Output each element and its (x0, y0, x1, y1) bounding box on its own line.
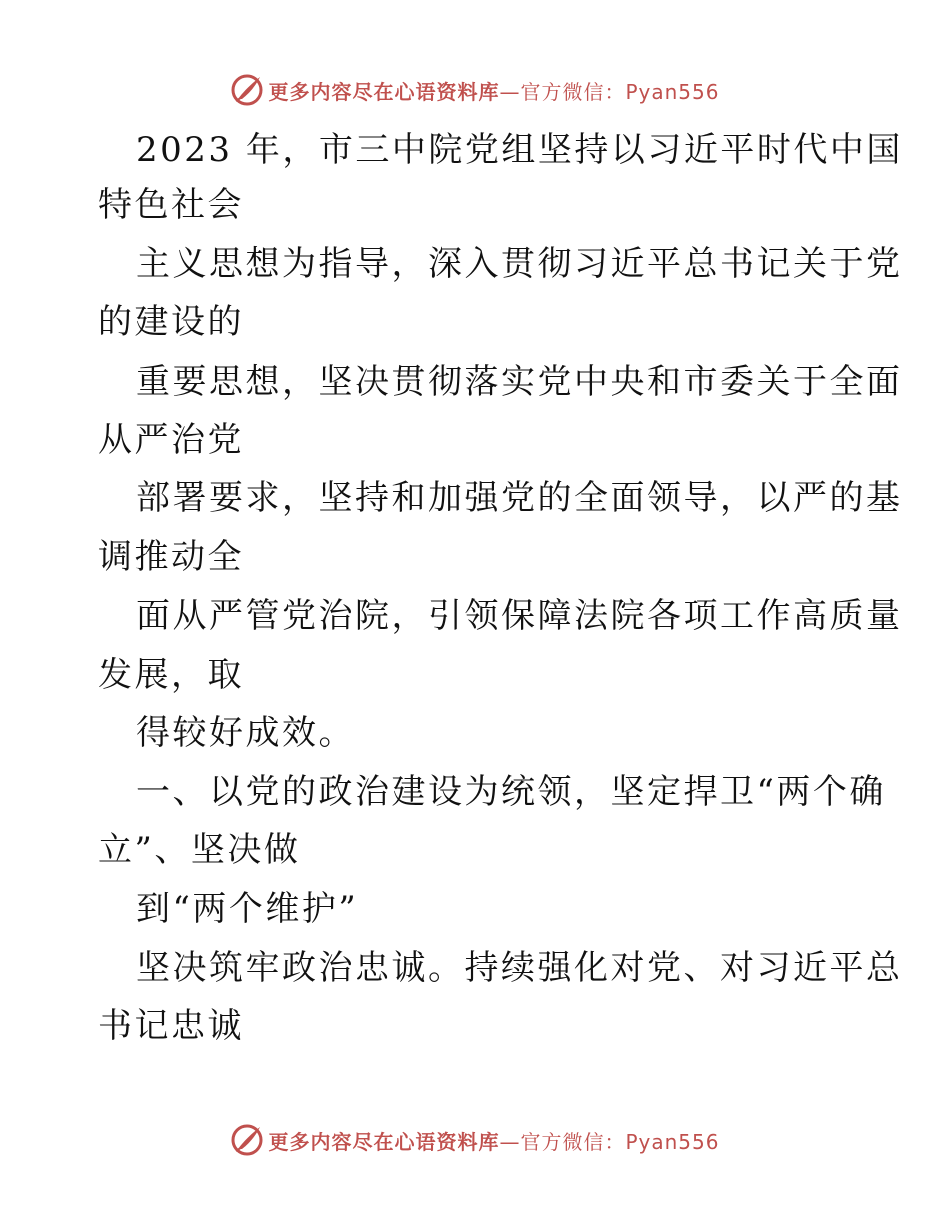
footer-banner-text: 更多内容尽在心语资料库—官方微信：Pyan556 (268, 1129, 720, 1154)
body-line: 重要思想，坚决贯彻落实党中央和市委关于全面 (136, 362, 903, 402)
body-line: 特色社会 (98, 185, 244, 225)
body-line: 立”、坚决做 (98, 830, 301, 870)
body-line: 从严治党 (98, 420, 244, 460)
body-line: 发展，取 (98, 655, 244, 695)
quill-logo-icon (230, 1123, 264, 1157)
header-banner-text: 更多内容尽在心语资料库—官方微信：Pyan556 (268, 79, 720, 104)
header-watermark-banner (0, 70, 950, 110)
body-line: 调推动全 (98, 537, 244, 577)
body-line: 的建设的 (98, 302, 244, 342)
footer-watermark-banner (0, 1120, 950, 1160)
body-line: 到“两个维护” (136, 889, 359, 929)
body-line: 面从严管党治院，引领保障法院各项工作高质量 (136, 596, 903, 636)
body-line: 坚决筑牢政治忠诚。持续强化对党、对习近平总 (136, 948, 903, 988)
body-line: 书记忠诚 (98, 1006, 244, 1046)
header-banner-suffix: —官方微信：Pyan556 (499, 79, 720, 104)
quill-logo-icon (230, 73, 264, 107)
body-line: 一、以党的政治建设为统领，坚定捍卫“两个确 (136, 772, 886, 812)
body-line: 得较好成效。 (136, 713, 355, 753)
body-line: 主义思想为指导，深入贯彻习近平总书记关于党 (136, 244, 903, 284)
body-line: 2023 年，市三中院党组坚持以习近平时代中国 (136, 130, 903, 170)
footer-banner-suffix: —官方微信：Pyan556 (499, 1129, 720, 1154)
body-line: 部署要求，坚持和加强党的全面领导，以严的基 (136, 478, 903, 518)
